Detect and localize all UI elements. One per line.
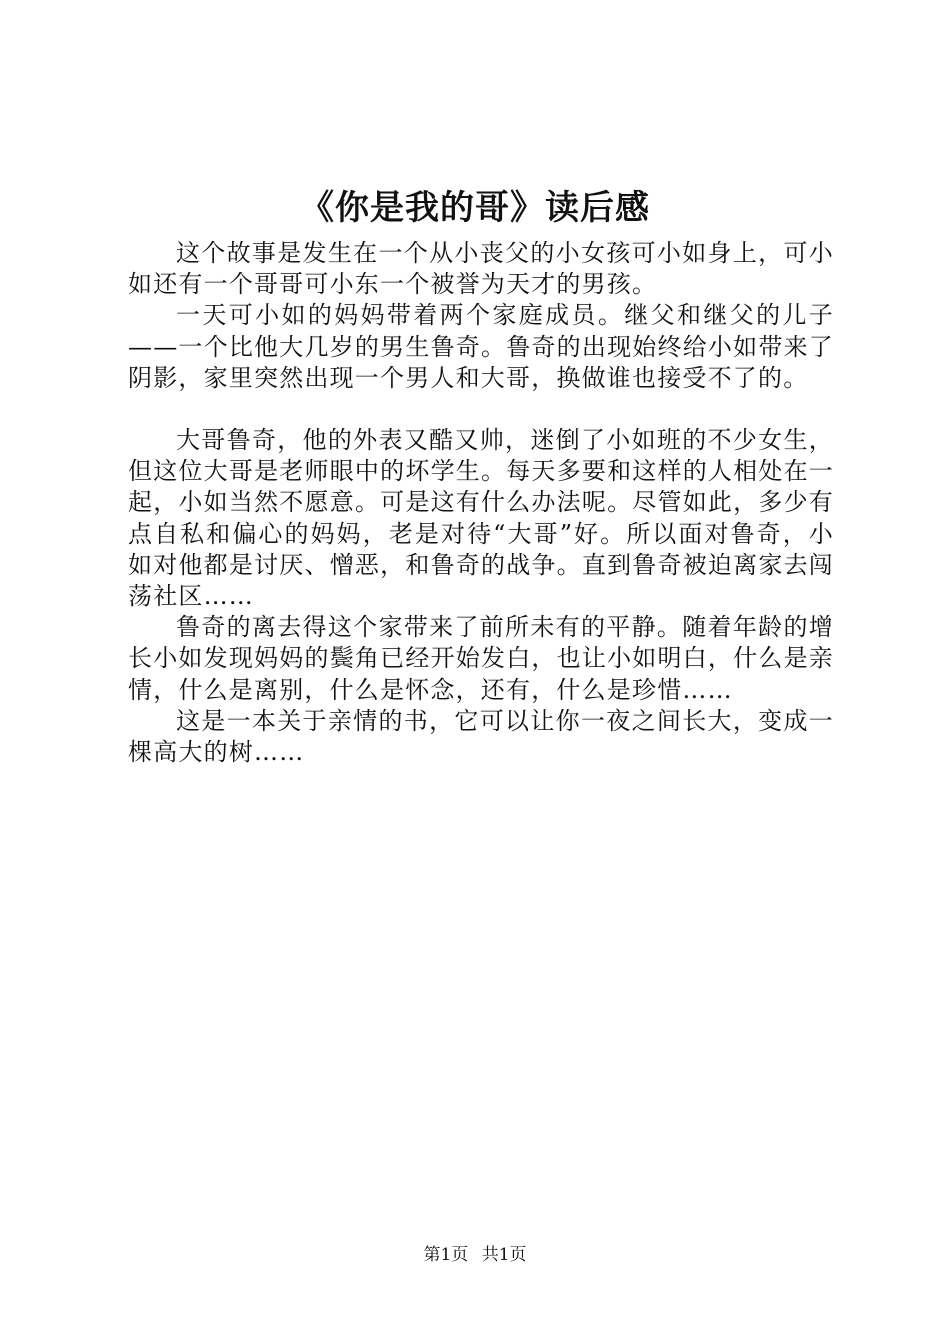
paragraph-gap: [128, 394, 834, 425]
document-title: 《你是我的哥》读后感: [300, 188, 650, 228]
page-footer: [0, 1243, 950, 1267]
paragraph-2: 一天可小如的妈妈带着两个家庭成员。继父和继父的儿子——一个比他大几岁的男生鲁奇。鲁奇的出现始终给小如带来了阴影，家里突然出现一个男人和大哥，换做谁也接受不了的。: [128, 301, 834, 392]
paragraph-5: 这是一本关于亲情的书，它可以让你一夜之间长大，变成一棵高大的树……: [128, 706, 834, 767]
paragraph-3: 大哥鲁奇，他的外表又酷又帅，迷倒了小如班的不少女生，但这位大哥是老师眼中的坏学生。每天多要和这样的人相处在一起，小如当然不愿意。可是这有什么办法呢。尽管如此，多少有点自私和偏心的妈妈，老是对待“大哥”好。所以面对鲁奇，小如对他都是讨厌、憎恶，和鲁奇的战争。直到鲁奇被迫离家去闯荡社区……: [128, 426, 834, 611]
paragraph-1: 这个故事是发生在一个从小丧父的小女孩可小如身上，可小如还有一个哥哥可小东一个被誉为天才的男孩。: [128, 239, 834, 299]
page-number-current: 第1页: [423, 1245, 469, 1265]
page-number-total: 共1页: [481, 1245, 527, 1265]
paragraph-4: 鲁奇的离去得这个家带来了前所未有的平静。随着年龄的增长小如发现妈妈的鬓角已经开始发白，也让小如明白，什么是亲情，什么是离别，什么是怀念，还有，什么是珍惜……: [128, 613, 834, 704]
document-body: [128, 238, 834, 768]
